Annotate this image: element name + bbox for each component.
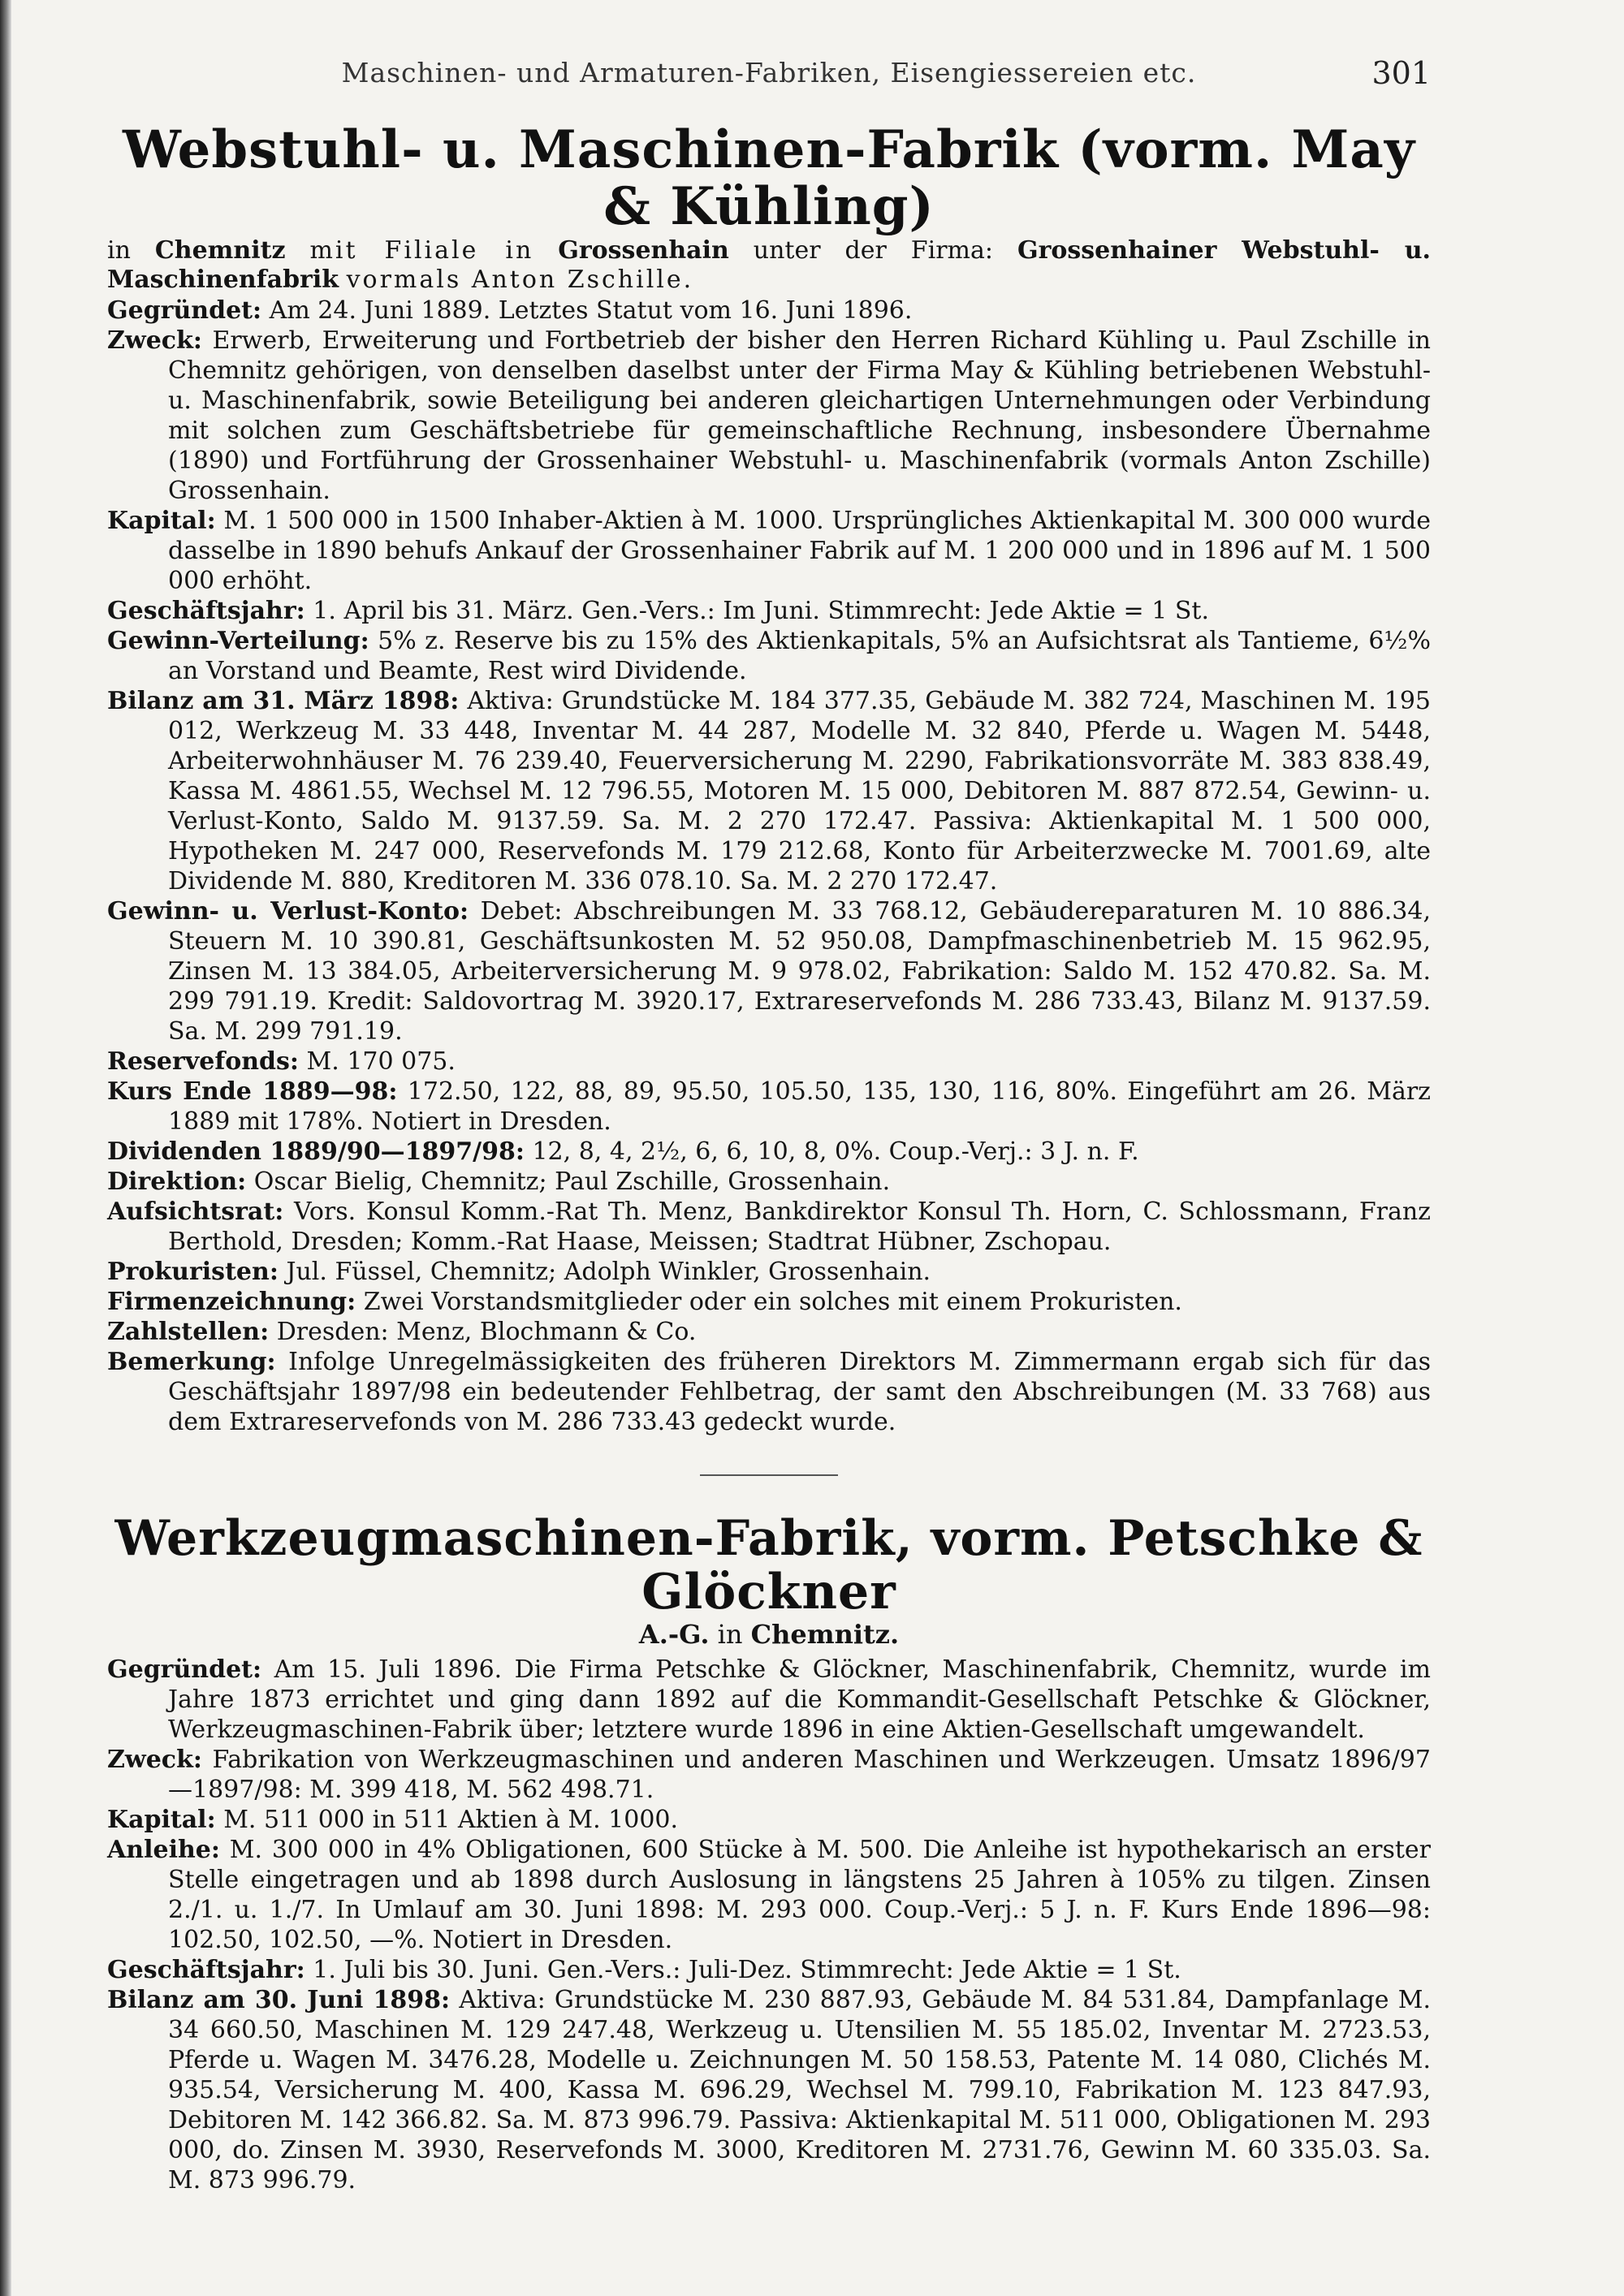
sub-firm: Grossenhainer Webstuhl- u. Maschinenfabrik	[107, 235, 1431, 295]
entry-geschaeftsjahr	[107, 596, 1431, 626]
page-number: 301	[1371, 55, 1431, 91]
scan-edge	[0, 0, 11, 2296]
entry-key: Zahlstellen:	[107, 1317, 270, 1346]
entry-text: Debet: Abschreibungen M. 33 768.12, Gebäudereparaturen M. 10 886.34, Steuern M. 10 390.81, Geschäftsunkosten M. 52 950.08, Dampfmaschinenbetrieb M. 15 962.95, Zinsen M. 13 384.05, Arbeiterversicherung M. 9 978.02, Fabrikation: Saldo M. 152 470.82. Sa. M. 299 791.19. Kredit: Saldovortrag M. 3920.17, Extrareservefonds M. 286 733.43, Bilanz M. 9137.59. Sa. M. 299 791.19.	[168, 896, 1431, 1046]
sub-in: in	[717, 1618, 743, 1650]
entry-prokuristen	[107, 1257, 1431, 1287]
entry-text: Jul. Füssel, Chemnitz; Adolph Winkler, Grossenhain.	[286, 1257, 931, 1286]
entry-text: Zwei Vorstandsmitglieder oder ein solches mit einem Prokuristen.	[363, 1287, 1182, 1316]
entry-kurs	[107, 1077, 1431, 1137]
entry-geschaeftsjahr	[107, 1955, 1431, 1985]
sub-branch: Grossenhain	[558, 235, 729, 265]
entry-text: 172.50, 122, 88, 89, 95.50, 105.50, 135, 130, 116, 80%. Eingeführt am 26. März 1889 mit 178%. Notiert in Dresden.	[168, 1077, 1431, 1136]
sub-ag: A.-G.	[638, 1618, 710, 1650]
entry-gewinn-verteilung	[107, 626, 1431, 686]
entry-key: Zweck:	[107, 326, 202, 355]
entry-zahlstellen	[107, 1317, 1431, 1347]
entry-aufsichtsrat	[107, 1197, 1431, 1257]
sub-text2: unter der Firma:	[753, 235, 993, 265]
entry-key: Direktion:	[107, 1167, 247, 1196]
entry-text: Am 24. Juni 1889. Letztes Statut vom 16. Juni 1896.	[269, 296, 913, 325]
company-title: Werkzeugmaschinen-Fabrik, vorm. Petschke & Glöckner	[114, 1509, 1423, 1621]
entry-key: Gewinn- u. Verlust-Konto:	[107, 896, 469, 926]
entry-text: Dresden: Menz, Blochmann & Co.	[276, 1317, 697, 1346]
sub-city: Chemnitz.	[750, 1618, 900, 1650]
entry-firmenzeichnung	[107, 1287, 1431, 1317]
section-divider	[700, 1474, 838, 1476]
company-entry-2	[107, 1509, 1431, 2195]
running-header	[107, 50, 1431, 107]
entry-kapital	[107, 506, 1431, 596]
sub-text3: vormals Anton Zschille.	[346, 265, 694, 295]
entry-bilanz	[107, 1985, 1431, 2195]
entry-key: Bemerkung:	[107, 1347, 276, 1376]
entry-text: Fabrikation von Werkzeugmaschinen und anderen Maschinen und Werkzeugen. Umsatz 1896/97—1897/98: M. 399 418, M. 562 498.71.	[168, 1745, 1431, 1804]
entry-text: Vors. Konsul Komm.-Rat Th. Menz, Bankdirektor Konsul Th. Horn, C. Schlossmann, Franz Berthold, Dresden; Komm.-Rat Haase, Meissen; Stadtrat Hübner, Zschopau.	[168, 1197, 1431, 1256]
entry-key: Anleihe:	[107, 1835, 220, 1864]
entry-key: Gewinn-Verteilung:	[107, 626, 369, 655]
entry-text: 12, 8, 4, 2½, 6, 6, 10, 8, 0%. Coup.-Verj.: 3 J. n. F.	[532, 1137, 1139, 1166]
entry-text: Infolge Unregelmässigkeiten des früheren Direktors M. Zimmermann ergab sich für das Geschäftsjahr 1897/98 ein bedeutender Fehlbetrag, der samt den Abschreibungen (M. 33 768) aus dem Extrareservefonds von M. 286 733.43 gedeckt wurde.	[168, 1347, 1431, 1436]
sub-in: in	[107, 235, 131, 265]
entry-text: 1. April bis 31. März. Gen.-Vers.: Im Juni. Stimmrecht: Jede Aktie = 1 St.	[313, 596, 1209, 625]
entry-text: Am 15. Juli 1896. Die Firma Petschke & Glöckner, Maschinenfabrik, Chemnitz, wurde im Jahre 1873 errichtet und ging dann 1892 auf die Kommandit-Gesellschaft Petschke & Glöckner, Werkzeugmaschinen-Fabrik über; letztere wurde 1896 in eine Aktien-Gesellschaft umgewandelt.	[168, 1655, 1431, 1744]
entry-text: Aktiva: Grundstücke M. 184 377.35, Gebäude M. 382 724, Maschinen M. 195 012, Werkzeug M. 33 448, Inventar M. 44 287, Modelle M. 32 840, Pferde u. Wagen M. 5448, Arbeiterwohnhäuser M. 76 239.40, Feuerversicherung M. 2290, Fabrikationsvorräte M. 383 838.49, Kassa M. 4861.55, Wechsel M. 12 796.55, Motoren M. 15 000, Debitoren M. 887 872.54, Gewinn- u. Verlust-Konto, Saldo M. 9137.59. Sa. M. 2 270 172.47. Passiva: Aktienkapital M. 1 500 000, Hypotheken M. 247 000, Reservefonds M. 179 212.68, Konto für Arbeiterzwecke M. 7001.69, alte Dividende M. 880, Kreditoren M. 336 078.10. Sa. M. 2 270 172.47.	[168, 686, 1431, 896]
entry-key: Kurs Ende 1889—98:	[107, 1077, 398, 1106]
entry-text: 5% z. Reserve bis zu 15% des Aktienkapitals, 5% an Aufsichtsrat als Tantieme, 6½% an Vorstand und Beamte, Rest wird Dividende.	[168, 626, 1431, 685]
entry-text: 1. Juli bis 30. Juni. Gen.-Vers.: Juli-Dez. Stimmrecht: Jede Aktie = 1 St.	[313, 1955, 1181, 1984]
entry-key: Kapital:	[107, 1805, 216, 1834]
entry-key: Geschäftsjahr:	[107, 1955, 305, 1984]
sub-city: Chemnitz	[154, 235, 286, 265]
entry-text: M. 1 500 000 in 1500 Inhaber-Aktien à M. 1000. Ursprüngliches Aktienkapital M. 300 000 wurde dasselbe in 1890 behufs Ankauf der Grossenhainer Fabrik auf M. 1 200 000 und in 1896 auf M. 1 500 000 erhöht.	[168, 506, 1431, 595]
entry-gegruendet	[107, 296, 1431, 326]
page	[107, 50, 1431, 2195]
entry-text: M. 170 075.	[306, 1047, 456, 1076]
sub-text1: mit Filiale in	[309, 235, 534, 265]
entry-gewinn-verlust-konto	[107, 896, 1431, 1047]
entry-key: Prokuristen:	[107, 1257, 279, 1286]
entry-key: Zweck:	[107, 1745, 202, 1774]
entry-reservefonds	[107, 1047, 1431, 1077]
entry-bilanz	[107, 686, 1431, 896]
entry-zweck	[107, 326, 1431, 506]
entry-key: Gegründet:	[107, 296, 262, 325]
entry-key: Geschäftsjahr:	[107, 596, 305, 625]
entry-text: M. 300 000 in 4% Obligationen, 600 Stücke à M. 500. Die Anleihe ist hypothekarisch an erster Stelle eingetragen und ab 1898 durch Auslosung in längstens 25 Jahren à 105% zu tilgen. Zinsen 2./1. u. 1./7. In Umlauf am 30. Juni 1898: M. 293 000. Coup.-Verj.: 5 J. n. F. Kurs Ende 1896—98: 102.50, 102.50, —%. Notiert in Dresden.	[168, 1835, 1431, 1954]
entry-text: M. 511 000 in 511 Aktien à M. 1000.	[223, 1805, 679, 1834]
entry-direktion	[107, 1167, 1431, 1197]
entry-text: Aktiva: Grundstücke M. 230 887.93, Gebäude M. 84 531.84, Dampfanlage M. 34 660.50, Maschinen M. 129 247.48, Werkzeug u. Utensilien M. 55 185.02, Inventar M. 2723.53, Pferde u. Wagen M. 3476.28, Modelle u. Zeichnungen M. 50 158.53, Patente M. 14 080, Clichés M. 935.54, Versicherung M. 400, Kassa M. 696.29, Wechsel M. 799.10, Fabrikation M. 123 847.93, Debitoren M. 142 366.82. Sa. M. 873 996.79. Passiva: Aktienkapital M. 511 000, Obligationen M. 293 000, do. Zinsen M. 3930, Reservefonds M. 3000, Kreditoren M. 2731.76, Gewinn M. 60 335.03. Sa. M. 873 996.79.	[168, 1985, 1431, 2195]
entry-text: Oscar Bielig, Chemnitz; Paul Zschille, Grossenhain.	[253, 1167, 891, 1196]
company-subtitle	[107, 1619, 1431, 1650]
entry-key: Kapital:	[107, 506, 216, 535]
entry-zweck	[107, 1745, 1431, 1805]
entry-key: Reservefonds:	[107, 1047, 299, 1076]
entry-bemerkung	[107, 1347, 1431, 1437]
entry-key: Dividenden 1889/90—1897/98:	[107, 1137, 525, 1166]
entry-gegruendet	[107, 1655, 1431, 1745]
entry-kapital	[107, 1805, 1431, 1835]
entry-key: Firmenzeichnung:	[107, 1287, 356, 1316]
entry-anleihe	[107, 1835, 1431, 1955]
company-title: Webstuhl- u. Maschinen-Fabrik (vorm. May & Kühling)	[123, 119, 1415, 238]
entry-dividenden	[107, 1137, 1431, 1167]
entry-key: Aufsichtsrat:	[107, 1197, 284, 1226]
entry-key: Bilanz am 30. Juni 1898:	[107, 1985, 451, 2014]
company-entry-1	[107, 119, 1431, 1437]
company-subtitle	[107, 236, 1431, 296]
entry-text: Erwerb, Erweiterung und Fortbetrieb der bisher den Herren Richard Kühling u. Paul Zschille in Chemnitz gehörigen, von denselben daselbst unter der Firma May & Kühling betriebenen Webstuhl- u. Maschinenfabrik, sowie Beteiligung bei anderen gleichartigen Unternehmungen oder Verbindung mit solchen zum Geschäftsbetriebe für gemeinschaftliche Rechnung, insbesondere Übernahme (1890) und Fortführung der Grossenhainer Webstuhl- u. Maschinenfabrik (vormals Anton Zschille) Grossenhain.	[168, 326, 1431, 505]
running-title: Maschinen- und Armaturen-Fabriken, Eisengiessereien etc.	[341, 57, 1197, 88]
entry-key: Bilanz am 31. März 1898:	[107, 686, 460, 715]
entry-key: Gegründet:	[107, 1655, 262, 1684]
